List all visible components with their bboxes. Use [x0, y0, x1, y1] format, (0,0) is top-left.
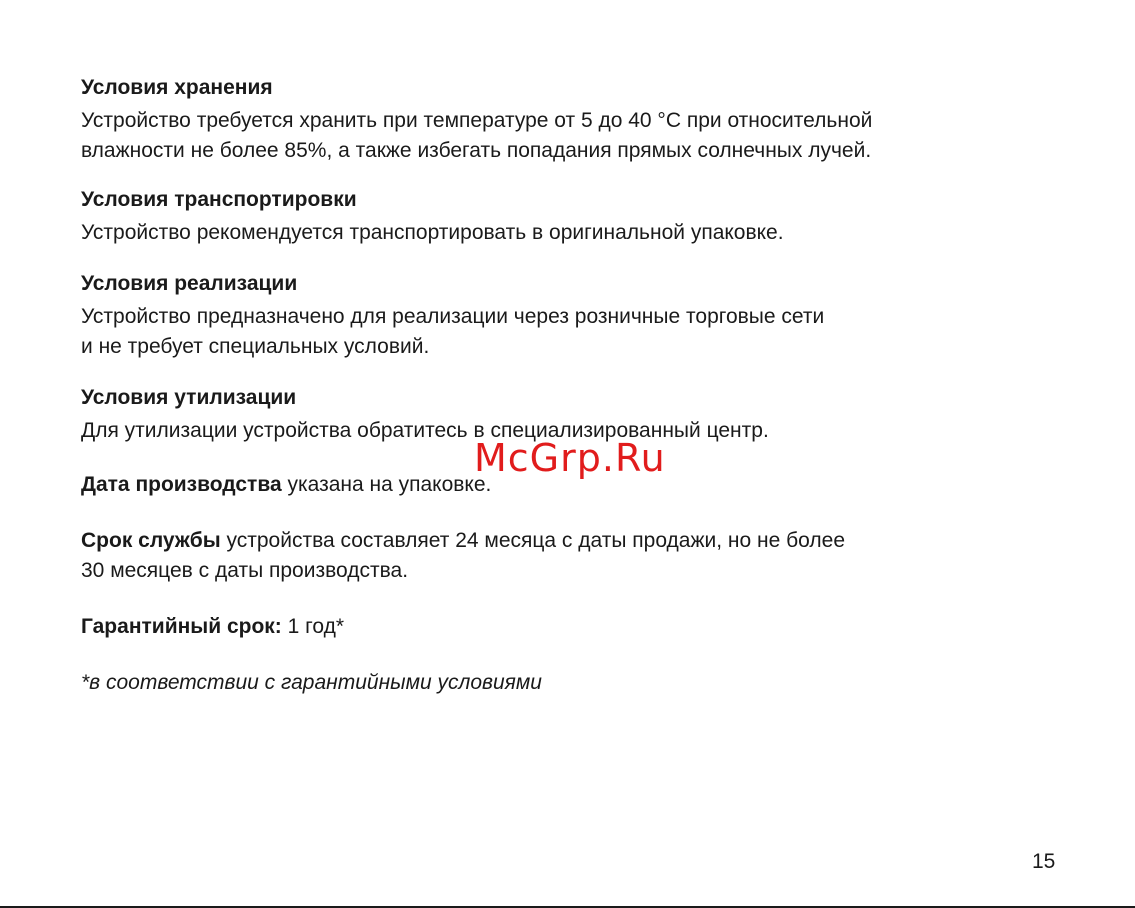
text-line: влажности не более 85%, а также избегать попадания прямых солнечных лучей. [81, 139, 872, 162]
footnote-text: *в соответствии с гарантийными условиями [81, 671, 542, 694]
production-date-label: Дата производства [81, 473, 282, 496]
storage-conditions-section [81, 74, 1081, 166]
text-line: Устройство требуется хранить при температуре от 5 до 40 °С при относительной [81, 109, 873, 132]
document-page [81, 74, 1081, 698]
transport-conditions-text [81, 218, 1081, 248]
production-date-value: указана на упаковке. [281, 473, 492, 496]
text-line: Устройство предназначено для реализации через розничные торговые сети [81, 305, 825, 328]
sales-conditions-text [81, 302, 1081, 362]
text-line: 30 месяцев с даты производства. [81, 559, 409, 582]
warranty-label: Гарантийный срок: [81, 615, 282, 638]
warranty-text [81, 612, 1081, 642]
sales-conditions-heading: Условия реализации [81, 272, 298, 295]
page-number: 15 [1032, 850, 1056, 873]
service-life-text [81, 526, 1081, 586]
text-line: Для утилизации устройства обратитесь в специализированный центр. [81, 419, 769, 442]
storage-conditions-heading: Условия хранения [81, 76, 273, 99]
service-life-section [81, 526, 1081, 586]
service-life-value: устройства составляет 24 месяца с даты продажи, но не более [220, 529, 846, 552]
storage-conditions-text [81, 106, 1081, 166]
warranty-section [81, 612, 1081, 642]
text-line [81, 526, 1081, 556]
watermark: McGrp.Ru [474, 436, 666, 480]
text-line [81, 612, 1081, 642]
disposal-conditions-heading: Условия утилизации [81, 386, 297, 409]
sales-conditions-section [81, 270, 1081, 362]
text-line: и не требует специальных условий. [81, 335, 430, 358]
transport-conditions-heading: Условия транспортировки [81, 188, 357, 211]
warranty-value: 1 год* [281, 615, 345, 638]
footnote-section [81, 668, 1081, 698]
service-life-label: Срок службы [81, 529, 221, 552]
text-line: Устройство рекомендуется транспортировать в оригинальной упаковке. [81, 221, 784, 244]
transport-conditions-section [81, 186, 1081, 248]
